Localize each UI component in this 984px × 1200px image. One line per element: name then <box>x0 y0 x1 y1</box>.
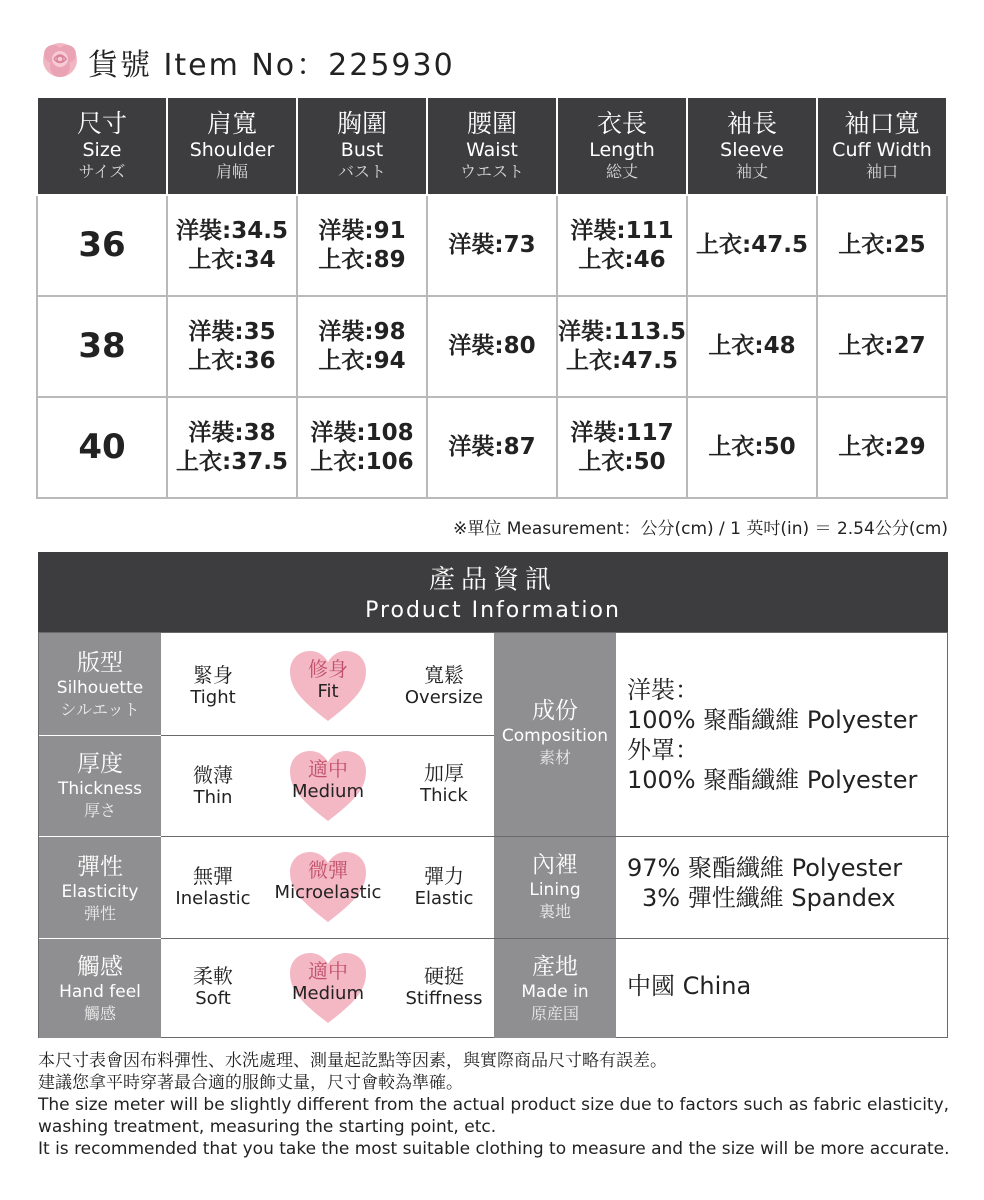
col-length: 衣長 Length 総丈 <box>557 97 687 195</box>
product-info-header <box>38 552 948 632</box>
footer-line: 建議您拿平時穿著最合適的服飾丈量，尺寸會較為準確。 <box>38 1073 463 1093</box>
waist-cell: 洋裝:87 <box>427 397 557 498</box>
rose-icon <box>40 40 88 84</box>
sleeve-cell: 上衣:48 <box>687 296 817 397</box>
footer-line: 本尺寸表會因布料彈性、水洗處理、測量起訖點等因素，與實際商品尺寸略有誤差。 <box>38 1051 667 1071</box>
cuff-cell: 上衣:27 <box>817 296 947 397</box>
col-bust: 胸圍 Bust バスト <box>297 97 427 195</box>
col-shoulder: 肩寬 Shoulder 肩幅 <box>167 97 297 195</box>
page-header <box>40 40 455 84</box>
col-waist: 腰圍 Waist ウエスト <box>427 97 557 195</box>
product-info-title-zh: 產品資訊 <box>428 565 557 595</box>
size-table-header-row <box>37 97 947 195</box>
option-soft: 柔軟 Soft <box>193 964 233 1009</box>
footer-line: washing treatment, measuring the starting point, etc. <box>38 1117 497 1137</box>
label-silhouette: 版型 Silhouette シルエット <box>39 633 161 735</box>
bust-cell: 洋裝:91 上衣:89 <box>297 195 427 296</box>
lining-value: 97% 聚酯纖維 Polyester 3% 彈性纖維 Spandex <box>627 854 903 912</box>
waist-cell: 洋裝:80 <box>427 296 557 397</box>
divider <box>161 836 949 837</box>
label-hand-feel: 觸感 Hand feel 觸感 <box>39 938 161 1038</box>
label-composition: 成份 Composition 素材 <box>494 633 616 836</box>
product-info-title-en: Product Information <box>365 598 621 623</box>
label-thickness: 厚度 Thickness 厚さ <box>39 735 161 836</box>
col-cuff: 袖口寬 Cuff Width 袖口 <box>817 97 947 195</box>
sleeve-cell: 上衣:50 <box>687 397 817 498</box>
origin-value: 中國 China <box>627 972 752 1000</box>
label-elasticity: 彈性 Elasticity 弾性 <box>39 836 161 938</box>
option-thin: 微薄 Thin <box>193 763 233 808</box>
shoulder-cell: 洋裝:35 上衣:36 <box>167 296 297 397</box>
option-stiffness: 硬挺 Stiffness <box>405 964 483 1009</box>
option-inelastic: 無彈 Inelastic <box>175 864 251 909</box>
footer-notes <box>38 1050 953 1160</box>
selected-option-medium: 適中 Medium <box>288 951 368 1025</box>
selected-option-fit: 修身 Fit <box>288 649 368 723</box>
selected-option-microelastic: 微彈 Microelastic <box>288 850 368 924</box>
option-thick: 加厚 Thick <box>420 761 468 806</box>
cuff-cell: 上衣:29 <box>817 397 947 498</box>
shoulder-cell: 洋裝:38 上衣:37.5 <box>167 397 297 498</box>
shoulder-cell: 洋裝:34.5 上衣:34 <box>167 195 297 296</box>
size-row-38 <box>37 296 947 397</box>
footer-line: It is recommended that you take the most suitable clothing to measure and the size will be more accurate. <box>38 1139 950 1159</box>
length-cell: 洋裝:111 上衣:46 <box>557 195 687 296</box>
size-row-40 <box>37 397 947 498</box>
bust-cell: 洋裝:98 上衣:94 <box>297 296 427 397</box>
size-table <box>36 96 948 499</box>
option-tight: 緊身 Tight <box>190 663 236 708</box>
unit-note: ※單位 Measurement：公分(cm) / 1 英吋(in) ＝ 2.54公分(cm) <box>453 519 948 539</box>
product-info-grid <box>38 632 948 1038</box>
length-cell: 洋裝:117 上衣:50 <box>557 397 687 498</box>
option-oversize: 寬鬆 Oversize <box>404 663 484 708</box>
composition-value: 洋裝： 100% 聚酯纖維 Polyester 外罩： 100% 聚酯纖維 Polyester <box>627 676 918 794</box>
length-cell: 洋裝:113.5 上衣:47.5 <box>557 296 687 397</box>
sleeve-cell: 上衣:47.5 <box>687 195 817 296</box>
size-row-36 <box>37 195 947 296</box>
option-elastic: 彈力 Elastic <box>414 864 474 909</box>
divider <box>161 938 949 939</box>
label-lining: 內裡 Lining 裏地 <box>494 836 616 938</box>
cuff-cell: 上衣:25 <box>817 195 947 296</box>
col-size: 尺寸 Size サイズ <box>37 97 167 195</box>
item-number-title: 貨號 Item No：225930 <box>88 48 455 83</box>
footer-line: The size meter will be slightly different from the actual product size due to factors such as fabric elasticity, <box>38 1095 950 1115</box>
size-value: 40 <box>37 397 167 498</box>
size-value: 36 <box>37 195 167 296</box>
bust-cell: 洋裝:108 上衣:106 <box>297 397 427 498</box>
col-sleeve: 袖長 Sleeve 袖丈 <box>687 97 817 195</box>
label-origin: 產地 Made in 原産国 <box>494 938 616 1038</box>
divider <box>161 735 494 736</box>
waist-cell: 洋裝:73 <box>427 195 557 296</box>
size-value: 38 <box>37 296 167 397</box>
selected-option-medium: 適中 Medium <box>288 749 368 823</box>
